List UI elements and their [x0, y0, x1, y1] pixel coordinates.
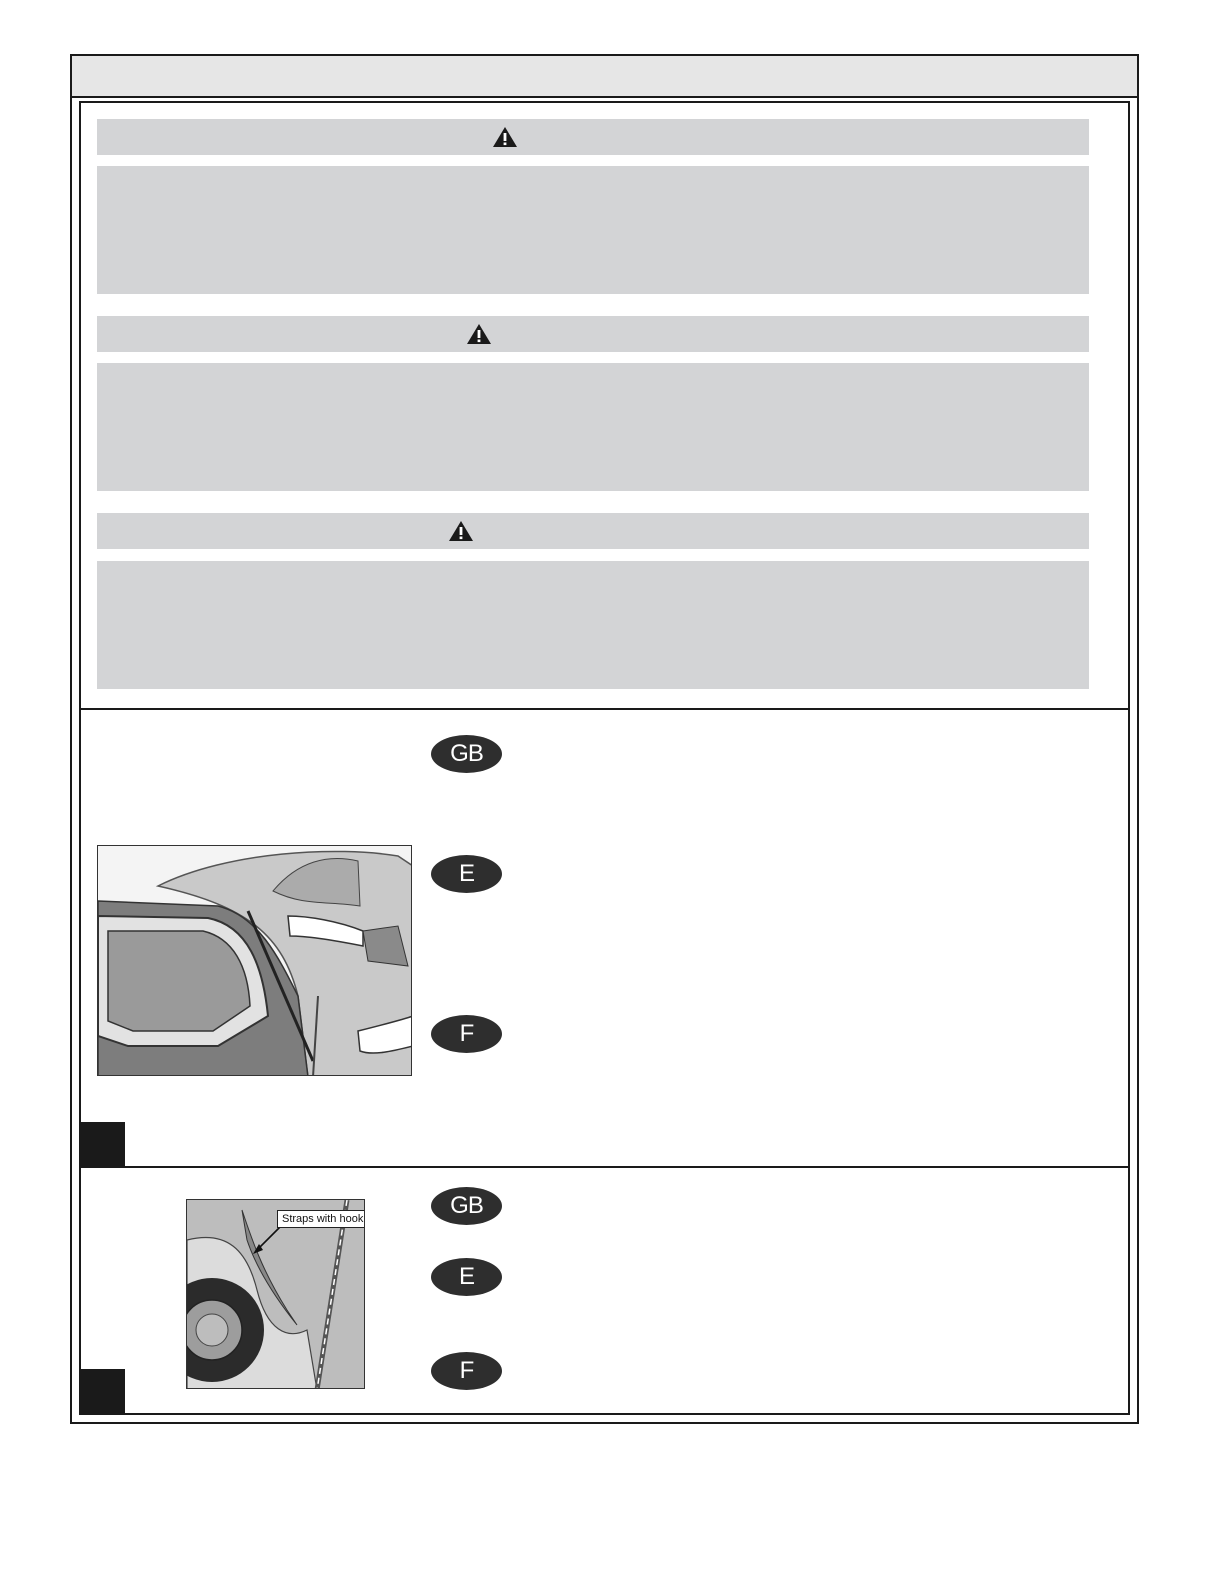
language-badge-e: E	[431, 1258, 502, 1296]
language-badge-f: F	[431, 1352, 502, 1390]
section-divider	[81, 708, 1128, 710]
language-badge-e: E	[431, 855, 502, 893]
step-2-marker	[81, 1369, 125, 1415]
warning-body-2	[97, 363, 1089, 491]
warning-body-1	[97, 166, 1089, 294]
language-badge-gb: GB	[431, 1187, 502, 1225]
warning-triangle-icon	[448, 520, 474, 542]
step-2-illustration	[186, 1199, 365, 1389]
page-header-bar	[72, 56, 1137, 98]
warning-header-2	[97, 316, 1089, 352]
language-badge-gb: GB	[431, 735, 502, 773]
warning-body-3	[97, 561, 1089, 689]
straps-callout-label: Straps with hook	[277, 1210, 365, 1228]
language-badge-f: F	[431, 1015, 502, 1053]
warning-header-1	[97, 119, 1089, 155]
step-1-marker	[81, 1122, 125, 1166]
warning-triangle-icon	[466, 323, 492, 345]
warning-triangle-icon	[492, 126, 518, 148]
page-frame	[70, 54, 1139, 1424]
warning-header-3	[97, 513, 1089, 549]
step-1-illustration	[97, 845, 412, 1076]
content-frame	[79, 101, 1130, 1415]
section-divider	[81, 1166, 1128, 1168]
